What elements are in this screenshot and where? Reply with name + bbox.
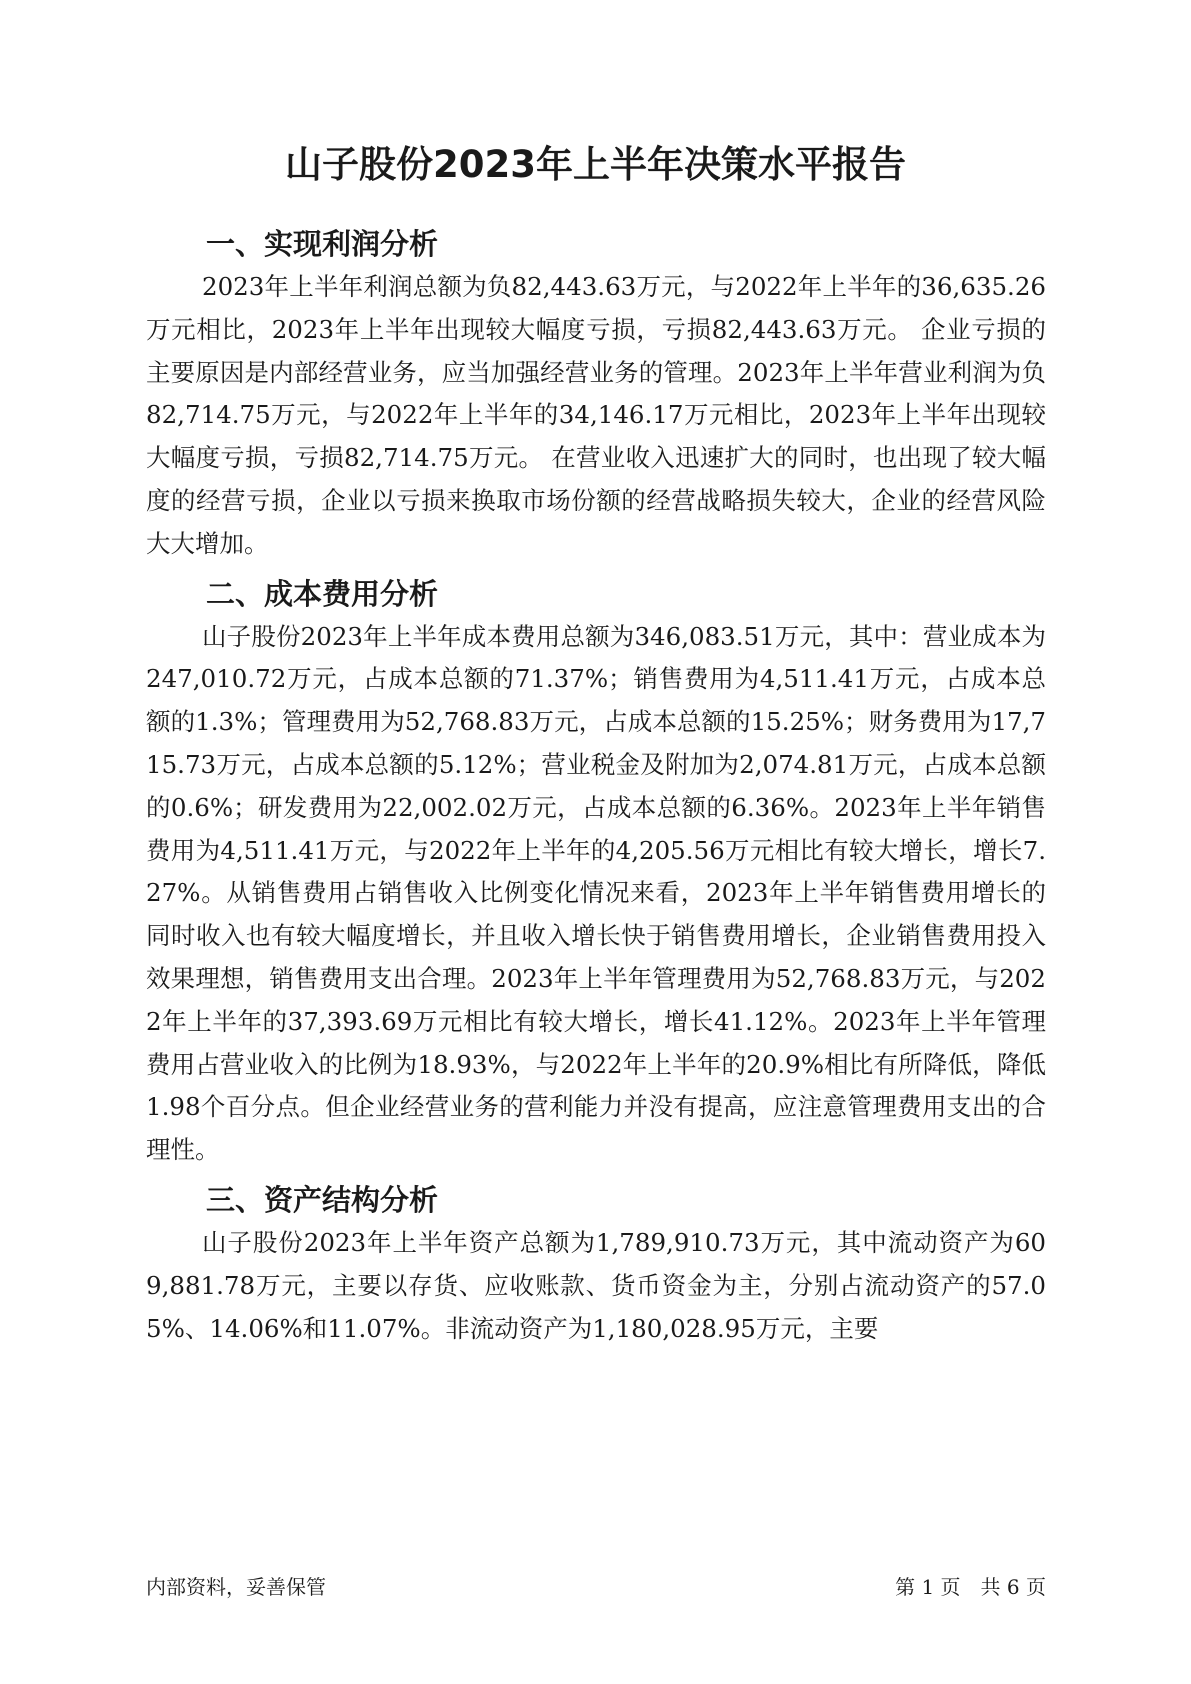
section-paragraph-assets: 山子股份2023年上半年资产总额为1,789,910.73万元，其中流动资产为609,881.78万元，主要以存货、应收账款、货币资金为主，分别占流动资产的57.05%、14.06%和11.07%。非流动资产为1,180,028.95万元，主要 [146,1227,1046,1343]
section-paragraph-cost: 山子股份2023年上半年成本费用总额为346,083.51万元，其中：营业成本为247,010.72万元，占成本总额的71.37%；销售费用为4,511.41万元，占成本总额的1.3%；管理费用为52,768.83万元，占成本总额的15.25%；财务费用为17,715.73万元，占成本总额的5.12%；营业税金及附加为2,074.81万元，占成本总额的0.6%；研发费用为22,002.02万元，占成本总额的6.36%。2023年上半年销售费用为4,511.41万元，与2022年上半年的4,205.56万元相比有较大增长，增长7.27%。从销售费用占销售收入比例变化情况来看，2023年上半年销售费用增长的同时收入也有较大幅度增长，并且收入增长快于销售费用增长，企业销售费用投入效果理想，销售费用支出合理。2023年上半年管理费用为52,768.83万元，与2022年上半年的37,393.69万元相比有较大增长，增长41.12%。2023年上半年管理费用占营业收入的比例为18.93%，与2022年上半年的20.9%相比有所降低，降低1.98个百分点。但企业经营业务的营利能力并没有提高，应注意管理费用支出的合理性。 [146,621,1046,1165]
section-heading-assets: 三、资产结构分析 [206,1182,439,1217]
footer-page-number: 第 1 页 共 6 页 [895,1575,1046,1599]
section-paragraph-profit: 2023年上半年利润总额为负82,443.63万元，与2022年上半年的36,635.26万元相比，2023年上半年出现较大幅度亏损，亏损82,443.63万元。 企业亏损的主要原因是内部经营业务，应当加强经营业务的管理。2023年上半年营业利润为负82,714.75万元，与2022年上半年的34,146.17万元相比，2023年上半年出现较大幅度亏损，亏损82,714.75万元。 在营业收入迅速扩大的同时，也出现了较大幅度的经营亏损，企业以亏损来换取市场份额的经营战略损失较大，企业的经营风险大大增加。 [146,272,1046,558]
section-heading-profit: 一、实现利润分析 [206,227,439,261]
footer-confidential-note: 内部资料，妥善保管 [146,1575,326,1599]
section-heading-cost: 二、成本费用分析 [206,576,439,611]
report-title: 山子股份2023年上半年决策水平报告 [285,143,906,186]
page-footer [146,1573,1046,1601]
report-body [146,222,1046,1350]
